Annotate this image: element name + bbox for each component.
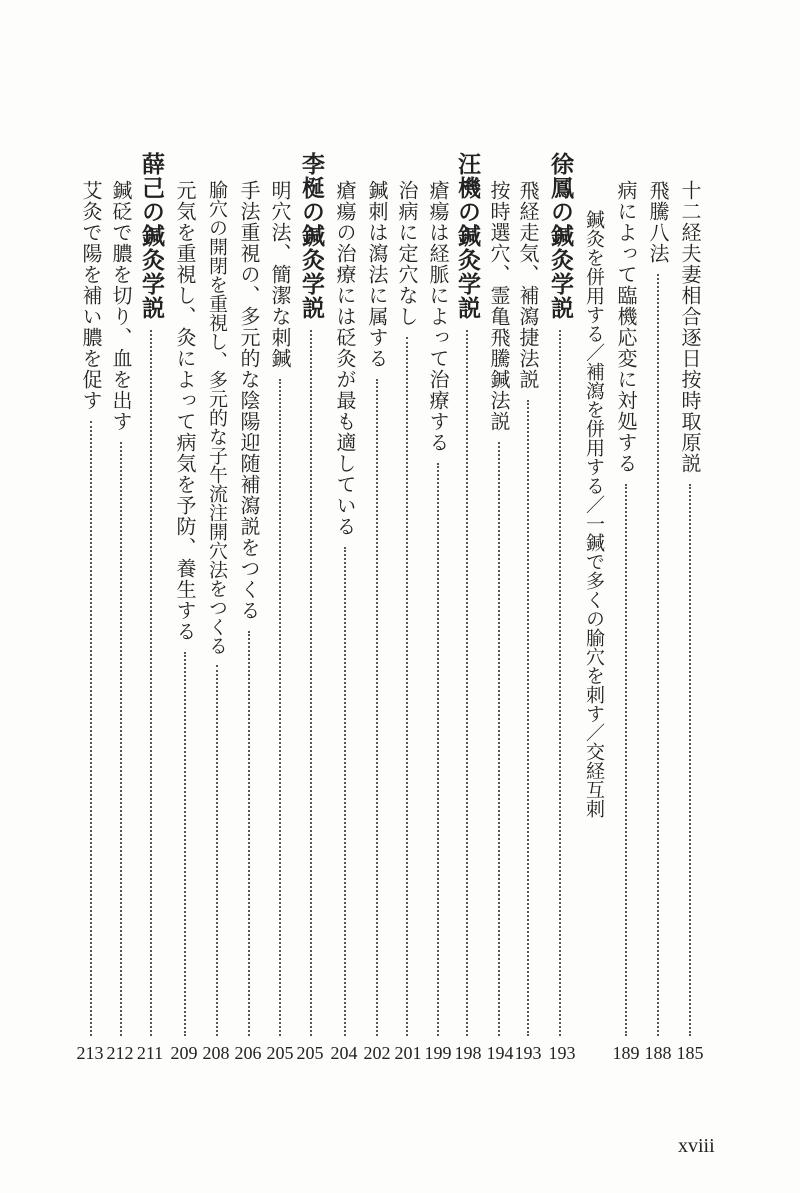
dot-leader xyxy=(657,274,659,1036)
toc-page-number: 199 xyxy=(424,1043,452,1063)
dot-leader xyxy=(344,547,346,1036)
toc-page-number: 194 xyxy=(486,1043,514,1063)
dot-leader xyxy=(90,421,92,1036)
toc-entry xyxy=(392,180,422,1036)
toc-page-number: 212 xyxy=(106,1043,134,1063)
toc-page-number: 193 xyxy=(548,1043,576,1063)
toc-page-number: 201 xyxy=(394,1043,422,1063)
toc-entry-title: 治病に定穴なし xyxy=(395,180,419,327)
toc-entry xyxy=(234,180,264,1036)
dot-leader xyxy=(466,330,468,1036)
dot-leader xyxy=(527,400,529,1036)
dot-leader xyxy=(279,379,281,1036)
toc-section-title: 薛己の鍼灸学説 xyxy=(138,152,165,320)
dot-leader xyxy=(248,631,250,1036)
toc-entry xyxy=(423,180,453,1036)
dot-leader xyxy=(559,330,561,1036)
toc-entry-title: 鍼砭で膿を切り、血を出す xyxy=(109,180,133,432)
toc-entry xyxy=(484,180,514,1036)
toc-entry-title: 鍼灸を併用する／補瀉を併用する／一鍼で多くの腧穴を刺す／交経互刺 xyxy=(583,210,605,818)
toc-entry xyxy=(643,180,673,1036)
toc-page-number: 205 xyxy=(296,1043,324,1063)
toc-page-number: 211 xyxy=(136,1043,164,1063)
toc-page-number: 202 xyxy=(363,1043,391,1063)
toc-page-number: 206 xyxy=(234,1043,262,1063)
dot-leader xyxy=(406,337,408,1036)
toc-entry-title: 艾灸で陽を補い膿を促す xyxy=(79,180,103,411)
toc-section-title: 李梴の鍼灸学説 xyxy=(298,152,325,320)
toc-page-number: 213 xyxy=(76,1043,104,1063)
toc-entry xyxy=(202,180,232,1036)
toc-entry xyxy=(513,180,543,1036)
dot-leader xyxy=(376,379,378,1036)
toc-page-number: 185 xyxy=(676,1043,704,1063)
toc-page-number: 204 xyxy=(330,1043,358,1063)
dot-leader xyxy=(625,484,627,1036)
toc-page-number: 193 xyxy=(514,1043,542,1063)
toc-entry xyxy=(76,180,106,1036)
toc-entry-title: 病によって臨機応変に対処する xyxy=(614,180,638,474)
toc-entry xyxy=(106,180,136,1036)
toc-entry-title: 手法重視の、多元的な陰陽迎随補瀉説をつくる xyxy=(237,180,261,621)
toc-entry-title: 按時選穴、霊亀飛騰鍼法説 xyxy=(487,180,511,432)
toc-page-number: 188 xyxy=(644,1043,672,1063)
toc-entry-title: 瘡瘍は経脈によって治療する xyxy=(426,180,450,453)
toc-entry-title: 鍼刺は瀉法に属する xyxy=(365,180,389,369)
dot-leader xyxy=(689,484,691,1036)
toc-entry-title: 飛騰八法 xyxy=(646,180,670,264)
toc-section-title: 汪機の鍼灸学説 xyxy=(454,152,481,320)
toc-page-number: 198 xyxy=(454,1043,482,1063)
dot-leader xyxy=(120,442,122,1036)
toc-entry-title: 十二経夫妻相合逐日按時取原説 xyxy=(678,180,702,474)
toc-entry-title: 飛経走気、補瀉捷法説 xyxy=(516,180,540,390)
toc-entry-title: 元気を重視し、灸によって病気を予防、養生する xyxy=(173,180,197,642)
toc-entry xyxy=(265,180,295,1036)
toc-section xyxy=(452,152,482,1036)
toc-section xyxy=(545,152,575,1036)
dot-leader xyxy=(216,665,218,1036)
toc-entry xyxy=(362,180,392,1036)
toc-entry-title: 明穴法、簡潔な刺鍼 xyxy=(268,180,292,369)
page-folio: xviii xyxy=(678,1135,715,1157)
dot-leader xyxy=(498,442,500,1036)
toc-entry xyxy=(170,180,200,1036)
toc-page-number: 189 xyxy=(612,1043,640,1063)
dot-leader xyxy=(310,330,312,1036)
toc-section xyxy=(296,152,326,1036)
toc-section-title: 徐鳳の鍼灸学説 xyxy=(547,152,574,320)
toc-page-number: 209 xyxy=(170,1043,198,1063)
toc-entry-title: 腧穴の開閉を重視し、多元的な子午流注開穴法をつくる xyxy=(206,180,228,655)
toc-page-number: 208 xyxy=(202,1043,230,1063)
toc-section xyxy=(136,152,166,1036)
dot-leader xyxy=(150,330,152,1036)
dot-leader xyxy=(184,652,186,1036)
toc-entry-title: 瘡瘍の治療には砭灸が最も適している xyxy=(333,180,357,537)
toc-entry xyxy=(579,210,609,1036)
toc-entry xyxy=(611,180,641,1036)
dot-leader xyxy=(437,463,439,1036)
toc-entry xyxy=(675,180,705,1036)
toc-page-number: 205 xyxy=(266,1043,294,1063)
toc-entry xyxy=(330,180,360,1036)
